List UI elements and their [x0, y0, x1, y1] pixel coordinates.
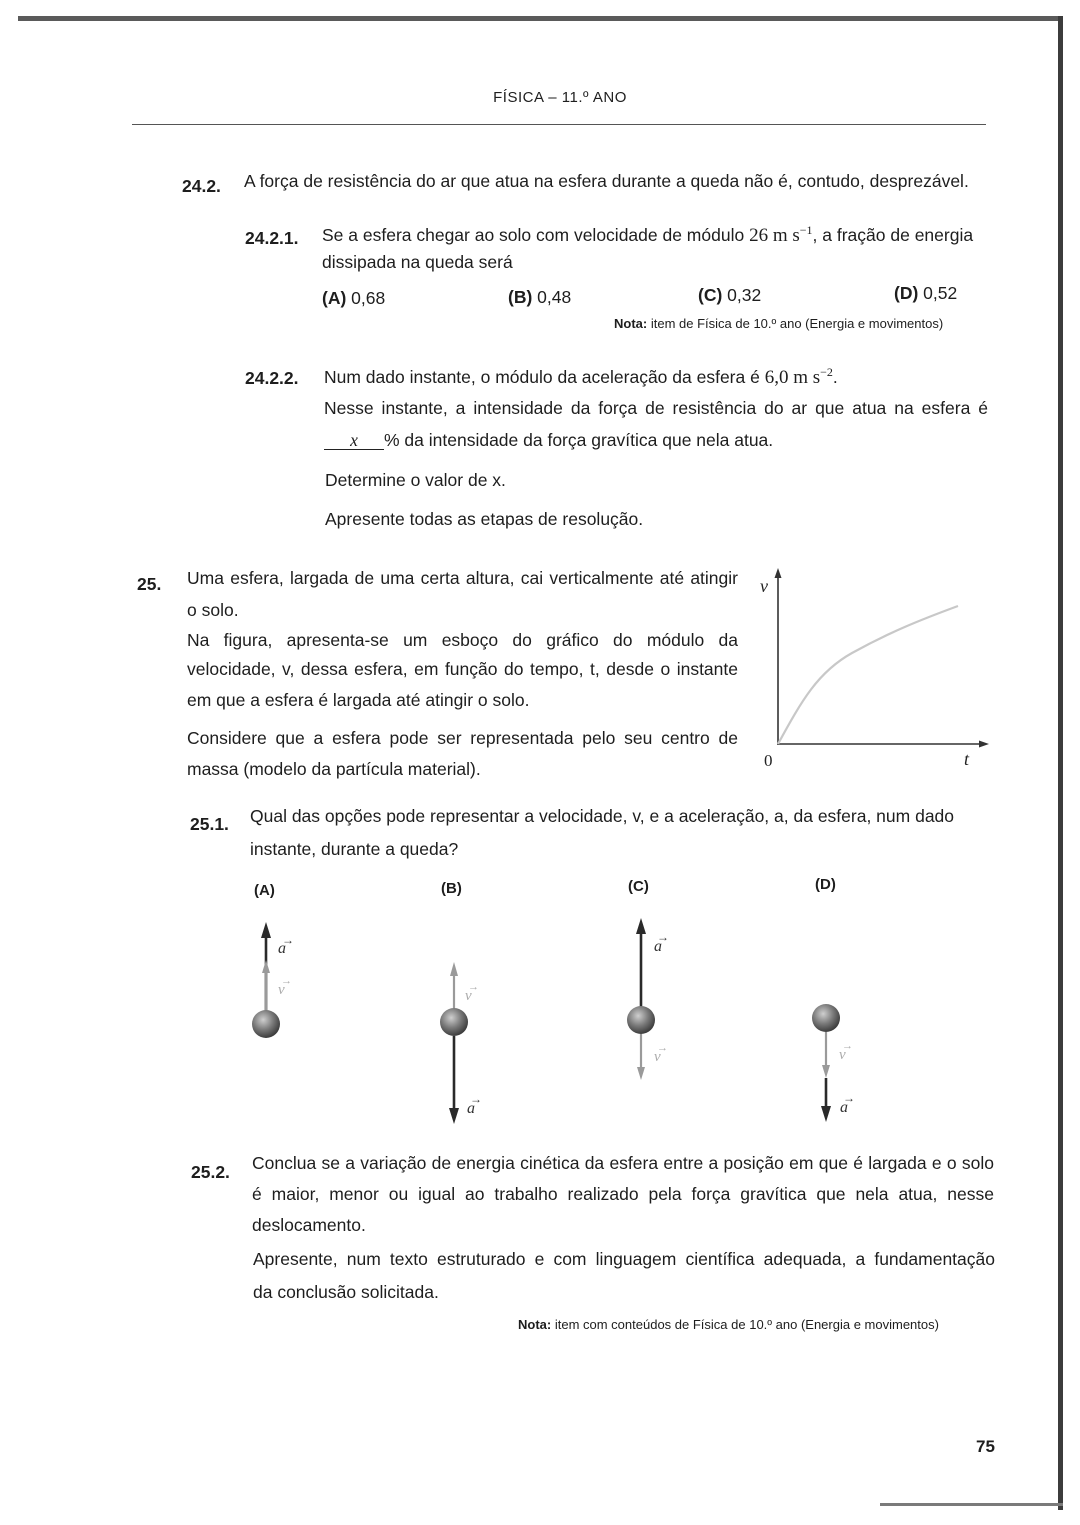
q25-line-2: o solo.: [187, 600, 239, 620]
q24-2-1-number: 24.2.1.: [245, 228, 299, 248]
q25-line-3: Na figura, apresenta-se um esboço do gráfico do módulo da: [187, 630, 738, 650]
q24-2-2-value: 6,0 m s: [764, 366, 821, 388]
option-label: (B): [508, 287, 533, 307]
option-label: (D): [894, 283, 919, 303]
acceleration-label: a: [654, 938, 662, 955]
velocity-label: v: [278, 982, 285, 998]
note-text: item de Física de 10.º ano (Energia e movimentos): [650, 316, 944, 331]
graph-origin-label: 0: [764, 751, 773, 770]
q24-2-number: 24.2.: [182, 176, 221, 196]
acceleration-arrowhead: [821, 1106, 831, 1122]
q25-line-1: Uma esfera, largada de uma certa altura, cai verticalmente até atingir: [187, 568, 738, 588]
q24-2-2-text-b: .: [832, 366, 838, 387]
option-label: (C): [698, 285, 723, 305]
q25-2-line-2: é maior, menor ou igual ao trabalho realizado pela força gravítica que nela atua, nesse: [252, 1184, 994, 1204]
velocity-arrowhead: [262, 960, 270, 973]
velocity-arrowhead: [637, 1067, 645, 1080]
acceleration-label: a: [467, 1100, 475, 1117]
q25-1-number: 25.1.: [190, 814, 229, 834]
q25-2-line-1: Conclua se a variação de energia cinética da esfera entre a posição em que é largada e o solo: [252, 1153, 994, 1173]
q24-2-2-para2-line2-text: % da intensidade da força gravítica que nela atua.: [384, 430, 774, 450]
note-text: item com conteúdos de Física de 10.º ano (Energia e movimentos): [554, 1317, 939, 1332]
velocity-arrowhead: [450, 962, 458, 976]
q25-line-4: velocidade, v, dessa esfera, em função do tempo, t, desde o instante: [187, 659, 738, 679]
q24-2-2-para2-line1: Nesse instante, a intensidade da força de resistência do ar que atua na esfera é: [324, 398, 988, 418]
q25-2-note: [518, 1317, 939, 1332]
q24-2-1-text-a: Se a esfera chegar ao solo com velocidade de módulo: [322, 224, 750, 245]
sphere: [812, 1004, 840, 1032]
vector-mark-icon: →: [282, 933, 294, 947]
vector-mark-icon: →: [468, 981, 479, 993]
q25-line-7: massa (modelo da partícula material).: [187, 759, 481, 779]
note-label: Nota:: [518, 1317, 552, 1332]
sphere: [440, 1008, 468, 1036]
option-a-figure: [252, 922, 294, 1038]
vector-mark-icon: →: [843, 1091, 855, 1105]
q24-2-2-instruction-2: Apresente todas as etapas de resolução.: [325, 509, 644, 529]
vector-mark-icon: →: [281, 975, 292, 987]
sphere: [627, 1006, 655, 1034]
q25-line-5: em que a esfera é largada até atingir o solo.: [187, 690, 530, 710]
q24-2-2-text-a: Num dado instante, o módulo da aceleração da esfera é: [324, 366, 765, 387]
option-b-figure: [440, 962, 482, 1124]
velocity-label: v: [465, 988, 472, 1004]
q24-2-text: A força de resistência do ar que atua na esfera durante a queda não é, contudo, desprezável.: [244, 171, 969, 191]
option-25-1-c-label: (C): [628, 878, 649, 895]
q25-1-line2: instante, durante a queda?: [250, 839, 459, 859]
graph-y-label: v: [760, 576, 768, 596]
vector-mark-icon: →: [842, 1040, 853, 1052]
q24-2-2-instruction-1: Determine o valor de x.: [325, 470, 506, 490]
velocity-label: v: [654, 1049, 661, 1065]
option-c-figure: [627, 918, 669, 1080]
q25-1-line1: Qual das opções pode representar a velocidade, v, e a aceleração, a, da esfera, num dado: [250, 806, 955, 826]
graph-x-label: t: [964, 749, 970, 769]
q24-2-1-value: 26 m s: [749, 224, 800, 246]
sphere: [252, 1010, 280, 1038]
q24-2-1-line2: dissipada na queda será: [322, 252, 513, 272]
q24-2-2-number: 24.2.2.: [245, 368, 299, 388]
option-25-1-b-label: (B): [441, 880, 462, 897]
acceleration-arrowhead: [636, 918, 646, 934]
vector-mark-icon: →: [657, 930, 669, 944]
option-value: 0,32: [727, 285, 762, 305]
vector-mark-icon: →: [657, 1042, 668, 1054]
q25-number: 25.: [137, 574, 162, 594]
option-d-figure: [812, 1004, 855, 1122]
q25-2-line-3: deslocamento.: [252, 1215, 366, 1235]
acceleration-label: a: [278, 940, 286, 957]
velocity-label: v: [839, 1047, 846, 1063]
option-value: 0,68: [351, 288, 386, 308]
vector-mark-icon: →: [470, 1092, 482, 1106]
q25-line-6: Considere que a esfera pode ser representada pelo seu centro de: [187, 728, 738, 748]
option-25-1-d-label: (D): [815, 876, 836, 893]
q24-2-2-exp: −2: [820, 365, 833, 379]
velocity-arrowhead: [822, 1065, 830, 1078]
option-value: 0,48: [537, 287, 572, 307]
acceleration-arrowhead: [449, 1108, 459, 1124]
q25-2-line-4: Apresente, num texto estruturado e com linguagem científica adequada, a fundamentação: [253, 1249, 995, 1269]
page-header: FÍSICA – 11.º ANO: [493, 89, 627, 106]
acceleration-arrowhead: [261, 922, 271, 938]
q24-2-1-text-b: , a fração de energia: [812, 224, 974, 245]
q24-2-1-exp: −1: [799, 223, 813, 237]
answer-blank: x: [324, 431, 384, 450]
option-label: (A): [322, 288, 347, 308]
note-label: Nota:: [614, 316, 648, 331]
option-value: 0,52: [923, 283, 958, 303]
acceleration-label: a: [840, 1099, 848, 1116]
page-number: 75: [976, 1437, 995, 1456]
q25-2-line-5: da conclusão solicitada.: [253, 1282, 439, 1302]
option-25-1-a-label: (A): [254, 882, 275, 899]
q25-2-number: 25.2.: [191, 1162, 230, 1182]
